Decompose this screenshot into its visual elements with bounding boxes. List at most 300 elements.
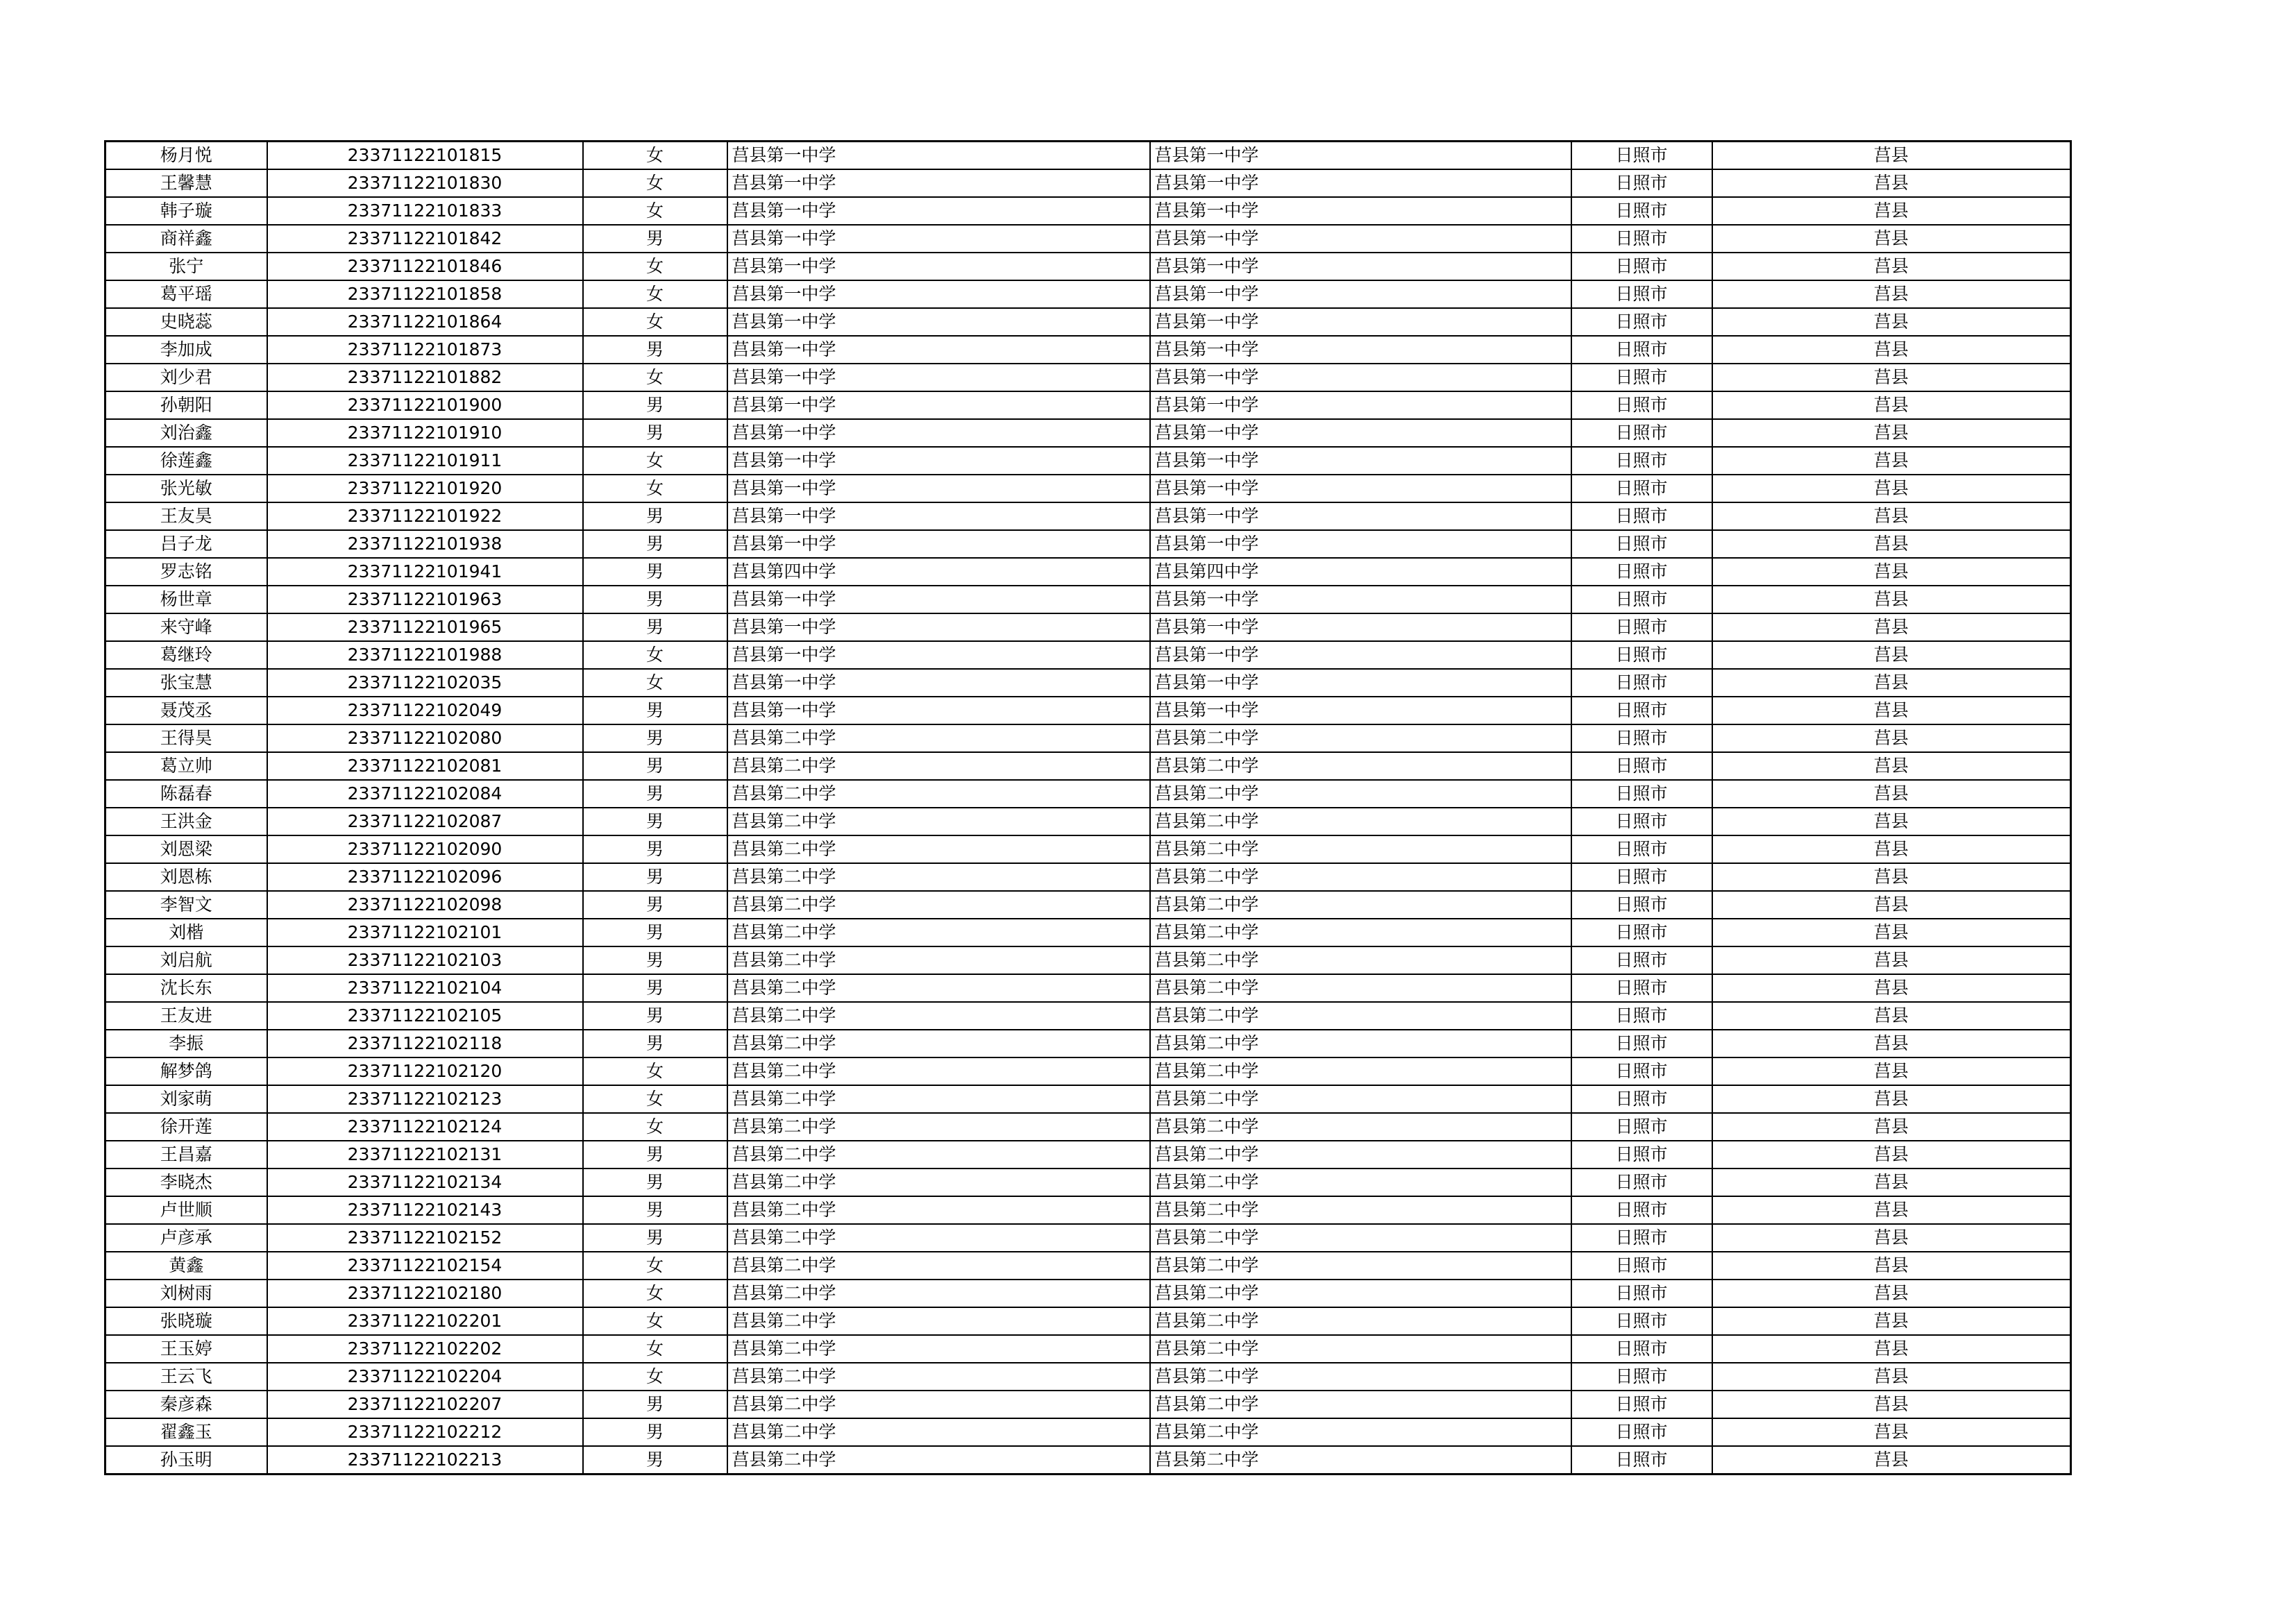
exam-site-cell: 莒县第二中学 (1150, 1224, 1571, 1252)
county-cell: 莒县 (1712, 1169, 2071, 1196)
county-cell: 莒县 (1712, 1141, 2071, 1169)
table-row (105, 336, 2071, 364)
exam-site-cell: 莒县第一中学 (1150, 613, 1571, 641)
gender-cell: 男 (583, 1446, 727, 1475)
exam-site-cell: 莒县第一中学 (1150, 142, 1571, 170)
school-cell: 莒县第二中学 (727, 1446, 1150, 1475)
name-cell: 徐开莲 (105, 1113, 267, 1141)
exam-site-cell: 莒县第二中学 (1150, 1418, 1571, 1446)
name-cell: 葛立帅 (105, 752, 267, 780)
gender-cell: 女 (583, 1307, 727, 1335)
name-cell: 王得昊 (105, 724, 267, 752)
name-cell: 张晓璇 (105, 1307, 267, 1335)
city-cell: 日照市 (1571, 475, 1712, 502)
exam-site-cell: 莒县第一中学 (1150, 502, 1571, 530)
city-cell: 日照市 (1571, 1113, 1712, 1141)
id-cell: 23371122102087 (267, 808, 583, 835)
school-cell: 莒县第二中学 (727, 752, 1150, 780)
school-cell: 莒县第一中学 (727, 280, 1150, 308)
table-row (105, 808, 2071, 835)
county-cell: 莒县 (1712, 1002, 2071, 1030)
city-cell: 日照市 (1571, 946, 1712, 974)
name-cell: 张宁 (105, 253, 267, 280)
school-cell: 莒县第一中学 (727, 641, 1150, 669)
id-cell: 23371122101815 (267, 142, 583, 170)
exam-site-cell: 莒县第一中学 (1150, 225, 1571, 253)
name-cell: 张光敏 (105, 475, 267, 502)
id-cell: 23371122102096 (267, 863, 583, 891)
name-cell: 张宝慧 (105, 669, 267, 697)
gender-cell: 男 (583, 863, 727, 891)
county-cell: 莒县 (1712, 391, 2071, 419)
school-cell: 莒县第一中学 (727, 530, 1150, 558)
gender-cell: 女 (583, 197, 727, 225)
id-cell: 23371122102134 (267, 1169, 583, 1196)
name-cell: 卢世顺 (105, 1196, 267, 1224)
city-cell: 日照市 (1571, 1057, 1712, 1085)
id-cell: 23371122102212 (267, 1418, 583, 1446)
county-cell: 莒县 (1712, 1196, 2071, 1224)
id-cell: 23371122102049 (267, 697, 583, 724)
city-cell: 日照市 (1571, 1002, 1712, 1030)
school-cell: 莒县第二中学 (727, 724, 1150, 752)
city-cell: 日照市 (1571, 419, 1712, 447)
name-cell: 孙朝阳 (105, 391, 267, 419)
city-cell: 日照市 (1571, 919, 1712, 946)
name-cell: 解梦鸽 (105, 1057, 267, 1085)
table-row (105, 724, 2071, 752)
school-cell: 莒县第二中学 (727, 1085, 1150, 1113)
city-cell: 日照市 (1571, 835, 1712, 863)
table-row (105, 1363, 2071, 1391)
name-cell: 王友进 (105, 1002, 267, 1030)
table-row (105, 1141, 2071, 1169)
school-cell: 莒县第一中学 (727, 308, 1150, 336)
gender-cell: 男 (583, 724, 727, 752)
county-cell: 莒县 (1712, 1224, 2071, 1252)
school-cell: 莒县第一中学 (727, 336, 1150, 364)
table-row (105, 586, 2071, 613)
exam-site-cell: 莒县第二中学 (1150, 724, 1571, 752)
id-cell: 23371122102131 (267, 1141, 583, 1169)
school-cell: 莒县第一中学 (727, 419, 1150, 447)
name-cell: 刘少君 (105, 364, 267, 391)
id-cell: 23371122102124 (267, 1113, 583, 1141)
school-cell: 莒县第四中学 (727, 558, 1150, 586)
county-cell: 莒县 (1712, 1363, 2071, 1391)
county-cell: 莒县 (1712, 530, 2071, 558)
id-cell: 23371122101965 (267, 613, 583, 641)
county-cell: 莒县 (1712, 364, 2071, 391)
id-cell: 23371122102123 (267, 1085, 583, 1113)
school-cell: 莒县第二中学 (727, 1002, 1150, 1030)
table-row (105, 752, 2071, 780)
school-cell: 莒县第一中学 (727, 697, 1150, 724)
exam-site-cell: 莒县第二中学 (1150, 919, 1571, 946)
city-cell: 日照市 (1571, 780, 1712, 808)
gender-cell: 女 (583, 280, 727, 308)
gender-cell: 男 (583, 1030, 727, 1057)
id-cell: 23371122102207 (267, 1391, 583, 1418)
gender-cell: 女 (583, 1280, 727, 1307)
table-row (105, 863, 2071, 891)
exam-site-cell: 莒县第一中学 (1150, 308, 1571, 336)
county-cell: 莒县 (1712, 946, 2071, 974)
gender-cell: 男 (583, 919, 727, 946)
city-cell: 日照市 (1571, 669, 1712, 697)
city-cell: 日照市 (1571, 225, 1712, 253)
city-cell: 日照市 (1571, 641, 1712, 669)
school-cell: 莒县第二中学 (727, 1169, 1150, 1196)
id-cell: 23371122102204 (267, 1363, 583, 1391)
school-cell: 莒县第二中学 (727, 1307, 1150, 1335)
name-cell: 李晓杰 (105, 1169, 267, 1196)
id-cell: 23371122101842 (267, 225, 583, 253)
exam-site-cell: 莒县第二中学 (1150, 808, 1571, 835)
school-cell: 莒县第二中学 (727, 1335, 1150, 1363)
gender-cell: 男 (583, 558, 727, 586)
county-cell: 莒县 (1712, 752, 2071, 780)
name-cell: 王玉婷 (105, 1335, 267, 1363)
table-row (105, 1252, 2071, 1280)
county-cell: 莒县 (1712, 891, 2071, 919)
table-row (105, 475, 2071, 502)
gender-cell: 男 (583, 974, 727, 1002)
city-cell: 日照市 (1571, 391, 1712, 419)
city-cell: 日照市 (1571, 197, 1712, 225)
school-cell: 莒县第二中学 (727, 1141, 1150, 1169)
exam-site-cell: 莒县第四中学 (1150, 558, 1571, 586)
id-cell: 23371122101988 (267, 641, 583, 669)
county-cell: 莒县 (1712, 863, 2071, 891)
county-cell: 莒县 (1712, 919, 2071, 946)
gender-cell: 男 (583, 336, 727, 364)
table-row (105, 613, 2071, 641)
gender-cell: 男 (583, 1196, 727, 1224)
id-cell: 23371122102081 (267, 752, 583, 780)
exam-site-cell: 莒县第二中学 (1150, 891, 1571, 919)
name-cell: 罗志铭 (105, 558, 267, 586)
id-cell: 23371122102098 (267, 891, 583, 919)
gender-cell: 男 (583, 891, 727, 919)
name-cell: 史晓蕊 (105, 308, 267, 336)
gender-cell: 男 (583, 225, 727, 253)
city-cell: 日照市 (1571, 1391, 1712, 1418)
county-cell: 莒县 (1712, 1307, 2071, 1335)
exam-site-cell: 莒县第一中学 (1150, 641, 1571, 669)
gender-cell: 男 (583, 1002, 727, 1030)
table-row (105, 142, 2071, 170)
id-cell: 23371122101922 (267, 502, 583, 530)
gender-cell: 男 (583, 752, 727, 780)
exam-site-cell: 莒县第二中学 (1150, 946, 1571, 974)
county-cell: 莒县 (1712, 225, 2071, 253)
county-cell: 莒县 (1712, 1280, 2071, 1307)
county-cell: 莒县 (1712, 336, 2071, 364)
gender-cell: 男 (583, 1418, 727, 1446)
city-cell: 日照市 (1571, 502, 1712, 530)
table-row (105, 1280, 2071, 1307)
county-cell: 莒县 (1712, 780, 2071, 808)
school-cell: 莒县第二中学 (727, 1057, 1150, 1085)
school-cell: 莒县第二中学 (727, 974, 1150, 1002)
school-cell: 莒县第一中学 (727, 197, 1150, 225)
county-cell: 莒县 (1712, 1418, 2071, 1446)
id-cell: 23371122101858 (267, 280, 583, 308)
county-cell: 莒县 (1712, 502, 2071, 530)
name-cell: 吕子龙 (105, 530, 267, 558)
exam-site-cell: 莒县第一中学 (1150, 419, 1571, 447)
id-cell: 23371122101864 (267, 308, 583, 336)
name-cell: 聂茂丞 (105, 697, 267, 724)
school-cell: 莒县第二中学 (727, 1363, 1150, 1391)
name-cell: 李振 (105, 1030, 267, 1057)
school-cell: 莒县第二中学 (727, 780, 1150, 808)
city-cell: 日照市 (1571, 1307, 1712, 1335)
table-row (105, 919, 2071, 946)
id-cell: 23371122101920 (267, 475, 583, 502)
table-row (105, 308, 2071, 336)
gender-cell: 男 (583, 808, 727, 835)
school-cell: 莒县第二中学 (727, 1252, 1150, 1280)
gender-cell: 男 (583, 1141, 727, 1169)
school-cell: 莒县第二中学 (727, 1391, 1150, 1418)
exam-site-cell: 莒县第二中学 (1150, 1280, 1571, 1307)
school-cell: 莒县第一中学 (727, 142, 1150, 170)
id-cell: 23371122101882 (267, 364, 583, 391)
table-row (105, 364, 2071, 391)
exam-site-cell: 莒县第一中学 (1150, 530, 1571, 558)
county-cell: 莒县 (1712, 558, 2071, 586)
city-cell: 日照市 (1571, 1224, 1712, 1252)
school-cell: 莒县第二中学 (727, 946, 1150, 974)
city-cell: 日照市 (1571, 1030, 1712, 1057)
name-cell: 刘家萌 (105, 1085, 267, 1113)
gender-cell: 女 (583, 447, 727, 475)
table-row (105, 1224, 2071, 1252)
name-cell: 杨世章 (105, 586, 267, 613)
city-cell: 日照市 (1571, 364, 1712, 391)
id-cell: 23371122102201 (267, 1307, 583, 1335)
name-cell: 王云飞 (105, 1363, 267, 1391)
exam-site-cell: 莒县第二中学 (1150, 780, 1571, 808)
county-cell: 莒县 (1712, 697, 2071, 724)
county-cell: 莒县 (1712, 808, 2071, 835)
city-cell: 日照市 (1571, 169, 1712, 197)
city-cell: 日照市 (1571, 530, 1712, 558)
county-cell: 莒县 (1712, 1335, 2071, 1363)
gender-cell: 女 (583, 142, 727, 170)
city-cell: 日照市 (1571, 586, 1712, 613)
city-cell: 日照市 (1571, 808, 1712, 835)
id-cell: 23371122101963 (267, 586, 583, 613)
name-cell: 李加成 (105, 336, 267, 364)
gender-cell: 男 (583, 530, 727, 558)
name-cell: 徐莲鑫 (105, 447, 267, 475)
school-cell: 莒县第一中学 (727, 613, 1150, 641)
name-cell: 杨月悦 (105, 142, 267, 170)
id-cell: 23371122101938 (267, 530, 583, 558)
name-cell: 沈长东 (105, 974, 267, 1002)
name-cell: 黄鑫 (105, 1252, 267, 1280)
county-cell: 莒县 (1712, 169, 2071, 197)
city-cell: 日照市 (1571, 1363, 1712, 1391)
city-cell: 日照市 (1571, 1252, 1712, 1280)
table-row (105, 502, 2071, 530)
gender-cell: 男 (583, 780, 727, 808)
table-row (105, 530, 2071, 558)
city-cell: 日照市 (1571, 1085, 1712, 1113)
city-cell: 日照市 (1571, 558, 1712, 586)
gender-cell: 男 (583, 1224, 727, 1252)
table-row (105, 1307, 2071, 1335)
school-cell: 莒县第一中学 (727, 364, 1150, 391)
id-cell: 23371122102154 (267, 1252, 583, 1280)
exam-site-cell: 莒县第二中学 (1150, 1196, 1571, 1224)
table-row (105, 558, 2071, 586)
table-row (105, 225, 2071, 253)
table-row (105, 1446, 2071, 1475)
exam-site-cell: 莒县第二中学 (1150, 1141, 1571, 1169)
school-cell: 莒县第一中学 (727, 447, 1150, 475)
gender-cell: 女 (583, 169, 727, 197)
table-row (105, 1057, 2071, 1085)
id-cell: 23371122102101 (267, 919, 583, 946)
id-cell: 23371122102080 (267, 724, 583, 752)
id-cell: 23371122102152 (267, 1224, 583, 1252)
table-row (105, 891, 2071, 919)
gender-cell: 女 (583, 475, 727, 502)
school-cell: 莒县第二中学 (727, 1280, 1150, 1307)
exam-site-cell: 莒县第一中学 (1150, 280, 1571, 308)
county-cell: 莒县 (1712, 641, 2071, 669)
gender-cell: 女 (583, 364, 727, 391)
gender-cell: 女 (583, 1113, 727, 1141)
city-cell: 日照市 (1571, 697, 1712, 724)
exam-site-cell: 莒县第一中学 (1150, 336, 1571, 364)
name-cell: 葛继玲 (105, 641, 267, 669)
school-cell: 莒县第一中学 (727, 669, 1150, 697)
table-row (105, 1335, 2071, 1363)
id-cell: 23371122102103 (267, 946, 583, 974)
school-cell: 莒县第二中学 (727, 919, 1150, 946)
id-cell: 23371122102180 (267, 1280, 583, 1307)
name-cell: 王馨慧 (105, 169, 267, 197)
county-cell: 莒县 (1712, 1391, 2071, 1418)
county-cell: 莒县 (1712, 724, 2071, 752)
city-cell: 日照市 (1571, 1141, 1712, 1169)
county-cell: 莒县 (1712, 669, 2071, 697)
table-row (105, 1169, 2071, 1196)
name-cell: 陈磊春 (105, 780, 267, 808)
student-list-table (104, 140, 2072, 1475)
id-cell: 23371122102213 (267, 1446, 583, 1475)
city-cell: 日照市 (1571, 1418, 1712, 1446)
gender-cell: 女 (583, 1252, 727, 1280)
gender-cell: 女 (583, 669, 727, 697)
gender-cell: 女 (583, 1335, 727, 1363)
county-cell: 莒县 (1712, 1252, 2071, 1280)
school-cell: 莒县第一中学 (727, 391, 1150, 419)
table-row (105, 946, 2071, 974)
county-cell: 莒县 (1712, 197, 2071, 225)
id-cell: 23371122101833 (267, 197, 583, 225)
table-row (105, 169, 2071, 197)
city-cell: 日照市 (1571, 308, 1712, 336)
school-cell: 莒县第二中学 (727, 835, 1150, 863)
name-cell: 翟鑫玉 (105, 1418, 267, 1446)
city-cell: 日照市 (1571, 280, 1712, 308)
exam-site-cell: 莒县第一中学 (1150, 364, 1571, 391)
school-cell: 莒县第二中学 (727, 891, 1150, 919)
exam-site-cell: 莒县第二中学 (1150, 974, 1571, 1002)
school-cell: 莒县第二中学 (727, 1030, 1150, 1057)
city-cell: 日照市 (1571, 1169, 1712, 1196)
name-cell: 来守峰 (105, 613, 267, 641)
school-cell: 莒县第一中学 (727, 225, 1150, 253)
city-cell: 日照市 (1571, 752, 1712, 780)
county-cell: 莒县 (1712, 586, 2071, 613)
table-row (105, 280, 2071, 308)
city-cell: 日照市 (1571, 447, 1712, 475)
gender-cell: 男 (583, 1169, 727, 1196)
exam-site-cell: 莒县第二中学 (1150, 1363, 1571, 1391)
school-cell: 莒县第二中学 (727, 863, 1150, 891)
exam-site-cell: 莒县第一中学 (1150, 475, 1571, 502)
name-cell: 刘恩梁 (105, 835, 267, 863)
gender-cell: 男 (583, 946, 727, 974)
city-cell: 日照市 (1571, 1335, 1712, 1363)
name-cell: 卢彦承 (105, 1224, 267, 1252)
school-cell: 莒县第一中学 (727, 586, 1150, 613)
name-cell: 李智文 (105, 891, 267, 919)
id-cell: 23371122102105 (267, 1002, 583, 1030)
table-row (105, 835, 2071, 863)
gender-cell: 女 (583, 1363, 727, 1391)
exam-site-cell: 莒县第二中学 (1150, 863, 1571, 891)
exam-site-cell: 莒县第二中学 (1150, 1057, 1571, 1085)
school-cell: 莒县第二中学 (727, 1418, 1150, 1446)
city-cell: 日照市 (1571, 142, 1712, 170)
id-cell: 23371122101910 (267, 419, 583, 447)
exam-site-cell: 莒县第一中学 (1150, 447, 1571, 475)
county-cell: 莒县 (1712, 253, 2071, 280)
gender-cell: 男 (583, 697, 727, 724)
gender-cell: 女 (583, 253, 727, 280)
school-cell: 莒县第二中学 (727, 1196, 1150, 1224)
name-cell: 孙玉明 (105, 1446, 267, 1475)
county-cell: 莒县 (1712, 1113, 2071, 1141)
school-cell: 莒县第一中学 (727, 253, 1150, 280)
exam-site-cell: 莒县第二中学 (1150, 1030, 1571, 1057)
city-cell: 日照市 (1571, 336, 1712, 364)
school-cell: 莒县第一中学 (727, 169, 1150, 197)
exam-site-cell: 莒县第二中学 (1150, 835, 1571, 863)
id-cell: 23371122101911 (267, 447, 583, 475)
county-cell: 莒县 (1712, 419, 2071, 447)
exam-site-cell: 莒县第一中学 (1150, 697, 1571, 724)
table-row (105, 391, 2071, 419)
exam-site-cell: 莒县第一中学 (1150, 253, 1571, 280)
exam-site-cell: 莒县第二中学 (1150, 1307, 1571, 1335)
county-cell: 莒县 (1712, 447, 2071, 475)
table-body (105, 142, 2071, 1475)
name-cell: 王洪金 (105, 808, 267, 835)
id-cell: 23371122102202 (267, 1335, 583, 1363)
school-cell: 莒县第一中学 (727, 475, 1150, 502)
city-cell: 日照市 (1571, 724, 1712, 752)
table-row (105, 197, 2071, 225)
